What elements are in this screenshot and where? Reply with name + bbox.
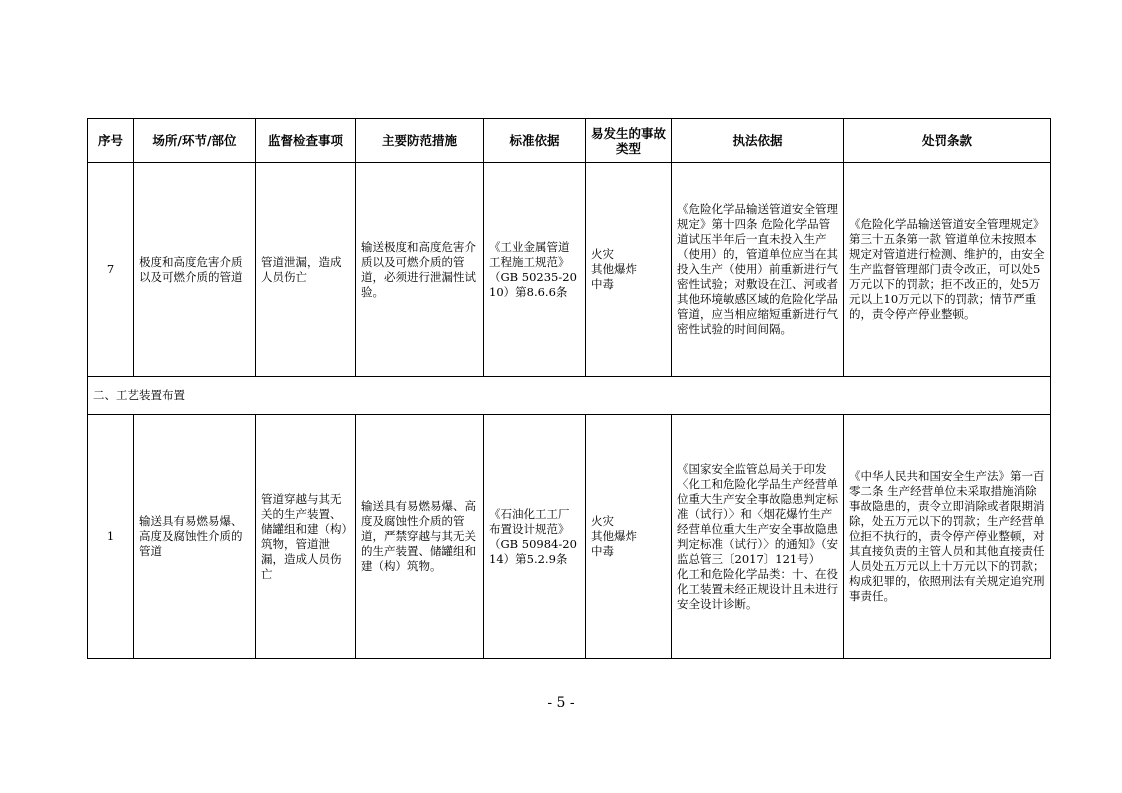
cell-item: 管道泄漏，造成人员伤亡 (256, 163, 356, 377)
table-header-row (88, 119, 1051, 163)
cell-place: 极度和高度危害介质以及可燃介质的管道 (134, 163, 256, 377)
header-measure: 主要防范措施 (356, 119, 484, 163)
cell-accident: 火灾 其他爆炸 中毒 (586, 415, 672, 659)
section-row (88, 377, 1051, 415)
cell-no: 1 (88, 415, 134, 659)
header-item: 监督检查事项 (256, 119, 356, 163)
section-title: 二、工艺装置布置 (88, 377, 1051, 415)
header-law: 执法依据 (672, 119, 844, 163)
cell-law: 《危险化学品输送管道安全管理规定》第十四条 危险化学品管道试压半年后一直未投入生产（使用）的，管道单位应当在其投入生产（使用）前重新进行气密性试验；对敷设在江、河或者其他环境敏感区域的危险化学品管道，应当相应缩短重新进行气密性试验的时间间隔。 (672, 163, 844, 377)
cell-standard: 《石油化工工厂布置设计规范》（GB 50984-2014）第5.2.9条 (484, 415, 586, 659)
cell-penalty: 《中华人民共和国安全生产法》第一百零二条 生产经营单位未采取措施消除事故隐患的，责令立即消除或者限期消除，处五万元以下的罚款；生产经营单位拒不执行的，责令停产停业整顿，对其直接负责的主管人员和其他直接责任人员处五万元以上十万元以下的罚款；构成犯罪的，依照刑法有关规定追究刑事责任。 (844, 415, 1051, 659)
page-number: - 5 - (547, 695, 575, 711)
header-place: 场所/环节/部位 (134, 119, 256, 163)
cell-standard: 《工业金属管道工程施工规范》（GB 50235-2010）第8.6.6条 (484, 163, 586, 377)
inspection-table (87, 118, 1051, 659)
cell-no: 7 (88, 163, 134, 377)
cell-item: 管道穿越与其无关的生产装置、储罐组和建（构）筑物，管道泄漏，造成人员伤亡 (256, 415, 356, 659)
header-penalty: 处罚条款 (844, 119, 1051, 163)
header-no: 序号 (88, 119, 134, 163)
table-row (88, 415, 1051, 659)
header-accident: 易发生的事故类型 (586, 119, 672, 163)
cell-place: 输送具有易燃易爆、高度及腐蚀性介质的管道 (134, 415, 256, 659)
cell-measure: 输送具有易燃易爆、高度及腐蚀性介质的管道，严禁穿越与其无关的生产装置、储罐组和建（构）筑物。 (356, 415, 484, 659)
cell-law: 《国家安全监管总局关于印发〈化工和危险化学品生产经营单位重大生产安全事故隐患判定标准（试行）〉和〈烟花爆竹生产经营单位重大生产安全事故隐患判定标准（试行）〉的通知》（安监总管三〔2017〕121号） 化工和危险化学品类：十、在役化工装置未经正规设计且未进行安全设计诊断。 (672, 415, 844, 659)
cell-measure: 输送极度和高度危害介质以及可燃介质的管道，必须进行泄漏性试验。 (356, 163, 484, 377)
cell-penalty: 《危险化学品输送管道安全管理规定》第三十五条第一款 管道单位未按照本规定对管道进行检测、维护的，由安全生产监督管理部门责令改正，可以处5万元以下的罚款；拒不改正的，处5万元以上10万元以下的罚款；情节严重的，责令停产停业整顿。 (844, 163, 1051, 377)
header-standard: 标准依据 (484, 119, 586, 163)
table-row (88, 163, 1051, 377)
cell-accident: 火灾 其他爆炸 中毒 (586, 163, 672, 377)
